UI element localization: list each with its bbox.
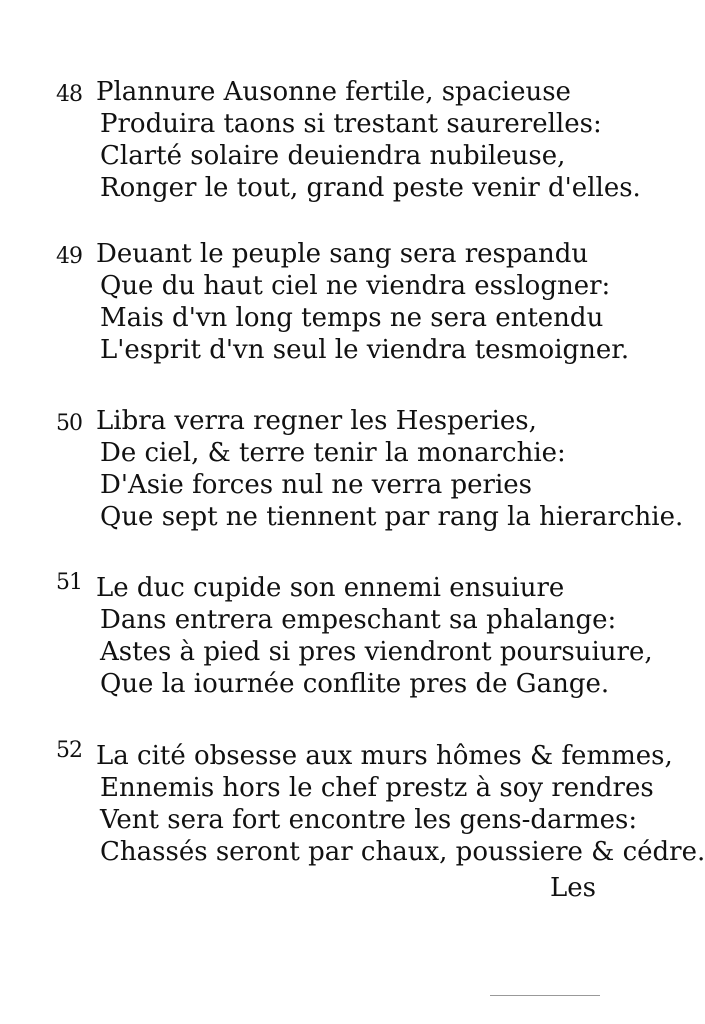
verse-line: Clarté solaire deuiendra nubileuse, — [100, 141, 566, 171]
verse-line: Astes à pied si pres viendront poursuiure, — [100, 637, 653, 667]
verse-line: Que du haut ciel ne viendra esslogner: — [100, 271, 611, 301]
quatrain-49 — [56, 238, 630, 366]
quatrain-48 — [56, 76, 641, 204]
verse-line: Dans entrera empeschant sa phalange: — [100, 605, 617, 635]
catchword: Les — [550, 873, 596, 903]
verse-line: Ennemis hors le chef prestz à soy rendres — [100, 773, 654, 803]
verse-line: Libra verra regner les Hesperies, — [96, 406, 537, 436]
verse-line: L'esprit d'vn seul le viendra tesmoigner. — [100, 335, 630, 365]
quatrain-number: 52 — [56, 738, 82, 763]
verse-line: Produira taons si trestant saurerelles: — [100, 109, 602, 139]
quatrain-51 — [56, 570, 653, 700]
quatrain-52 — [56, 738, 705, 868]
verse-line: Plannure Ausonne fertile, spacieuse — [96, 77, 571, 107]
verse-line: La cité obsesse aux murs hômes & femmes, — [96, 741, 673, 771]
verse-line: Deuant le peuple sang sera respandu — [96, 239, 589, 269]
quatrain-number: 49 — [56, 244, 82, 269]
verse-line: Ronger le tout, grand peste venir d'elles. — [100, 173, 641, 203]
verse-line: D'Asie forces nul ne verra peries — [100, 470, 533, 500]
verse-line: Le duc cupide son ennemi ensuiure — [96, 573, 565, 603]
verse-line: Vent sera fort encontre les gens-darmes: — [100, 805, 638, 835]
verse-line: Chassés seront par chaux, poussiere & cédre. — [100, 837, 705, 867]
verse-line: Que la iournée conflite pres de Gange. — [100, 669, 610, 699]
verse-line: Mais d'vn long temps ne sera entendu — [100, 303, 604, 333]
quatrain-number: 51 — [56, 570, 82, 595]
quatrain-number: 50 — [56, 411, 82, 436]
bottom-rule — [490, 995, 600, 996]
quatrain-50 — [56, 405, 684, 533]
quatrain-number: 48 — [56, 82, 82, 107]
verse-line: De ciel, & terre tenir la monarchie: — [100, 438, 566, 468]
verse-line: Que sept ne tiennent par rang la hierarchie. — [100, 502, 684, 532]
